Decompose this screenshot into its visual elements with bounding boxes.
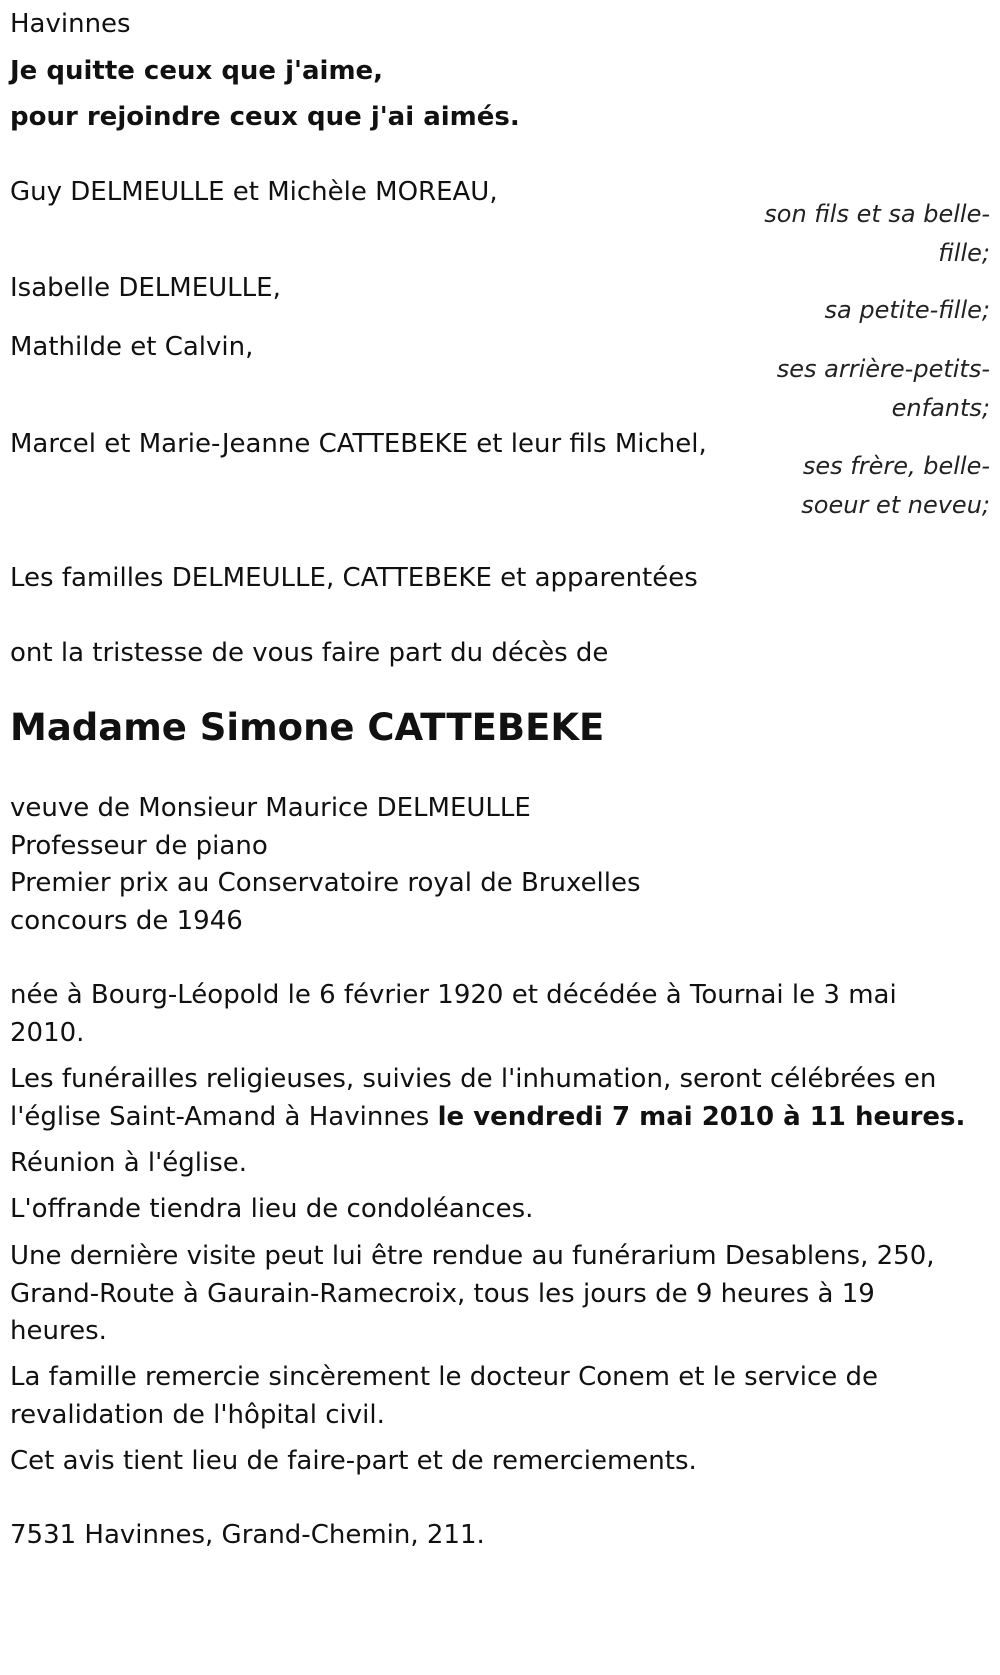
detail-widow: veuve de Monsieur Maurice DELMEULLE xyxy=(10,793,531,823)
family-names-2: Isabelle DELMEULLE, xyxy=(10,273,281,303)
family-relation-3: ses arrière-petits-enfants; xyxy=(776,355,990,422)
family-relation-2: sa petite-fille; xyxy=(824,296,990,324)
location-text: Havinnes xyxy=(10,9,131,39)
detail-contest: concours de 1946 xyxy=(10,905,243,936)
deceased-name: Madame Simone CATTEBEKE xyxy=(10,706,605,749)
visit-text: Une dernière visite peut lui être rendue au funérarium Desablens, 250, Grand-Route à Gaurain-Ramecroix, tous les jours de 9 heures à 19 heures. xyxy=(10,1241,935,1346)
announcement-text: ont la tristesse de vous faire part du décès de xyxy=(10,638,609,668)
thanks-text: La famille remercie sincèrement le docteur Conem et le service de revalidation de l'hôpital civil. xyxy=(10,1362,879,1430)
funeral-date: le vendredi 7 mai 2010 à 11 heures. xyxy=(437,1101,966,1132)
funeral-text: Les funérailles religieuses, suivies de l'inhumation, seront célébrées en l'église Saint-Amand à Havinnes xyxy=(10,1064,937,1132)
epitaph-line-2: pour rejoindre ceux que j'ai aimés. xyxy=(10,102,520,132)
epitaph-line-1: Je quitte ceux que j'aime, xyxy=(10,56,384,86)
family-names-1: Guy DELMEULLE et Michèle MOREAU, xyxy=(10,177,498,207)
offering-text: L'offrande tiendra lieu de condoléances. xyxy=(10,1194,534,1224)
detail-award: Premier prix au Conservatoire royal de Bruxelles xyxy=(10,868,641,898)
birth-death-text: née à Bourg-Léopold le 6 février 1920 et décédée à Tournai le 3 mai 2010. xyxy=(10,980,897,1048)
address-text: 7531 Havinnes, Grand-Chemin, 211. xyxy=(10,1520,485,1550)
family-names-3: Mathilde et Calvin, xyxy=(10,332,254,362)
family-relation-1: son fils et sa belle-fille; xyxy=(764,200,990,267)
details-block xyxy=(10,790,970,940)
detail-profession: Professeur de piano xyxy=(10,830,268,861)
funeral-paragraph xyxy=(10,1061,970,1136)
family-relation-4: ses frère, belle-soeur et neveu; xyxy=(801,452,990,519)
family-names-4: Marcel et Marie-Jeanne CATTEBEKE et leur fils Michel, xyxy=(10,429,707,459)
notice-text: Cet avis tient lieu de faire-part et de remerciements. xyxy=(10,1446,697,1476)
families-line: Les familles DELMEULLE, CATTEBEKE et apparentées xyxy=(10,563,698,593)
reunion-text: Réunion à l'église. xyxy=(10,1148,248,1178)
